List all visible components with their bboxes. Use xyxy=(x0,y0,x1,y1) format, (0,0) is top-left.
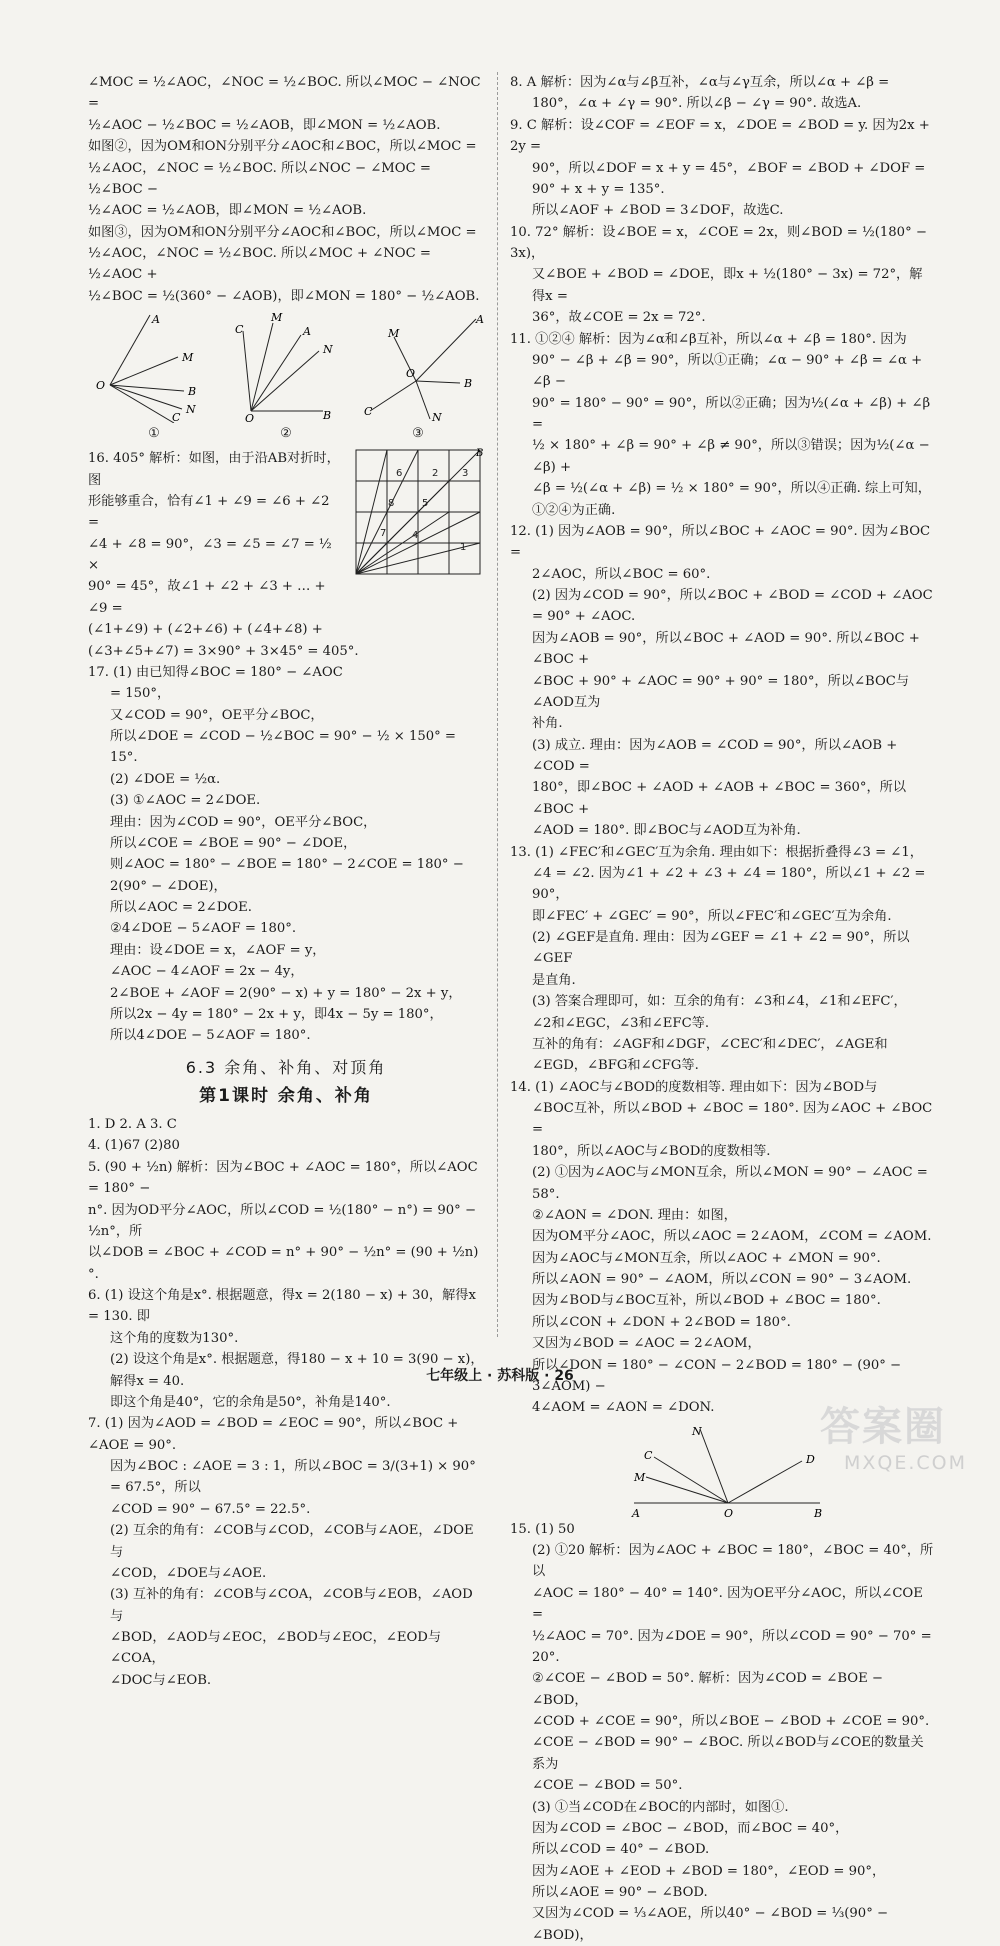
text-line: (2) ∠GEF是直角. 理由：因为∠GEF = ∠1 + ∠2 = 90°，所以∠GEF xyxy=(532,930,910,967)
text-line: 5. (90 + ½n) 解析：因为∠BOC + ∠AOC = 180°，所以∠AOC = 180° − xyxy=(88,1159,478,1197)
text-line: 即这个角是40°，它的余角是50°，补角是140°. xyxy=(110,1394,391,1410)
text-line: (2) ∠DOE = ½α. xyxy=(110,771,221,787)
text-line: ②∠COE − ∠BOD = 50°. 解析：因为∠COD = ∠BOE − ∠BOD， xyxy=(532,1671,883,1708)
text-line: 7. (1) 因为∠AOD = ∠BOD = ∠EOC = 90°，所以∠BOC + ∠AOE = 90°. xyxy=(88,1416,459,1453)
text-line: 所以2x − 4y = 180° − 2x + y，即4x − 5y = 180°， xyxy=(110,1006,443,1022)
text-line: (2) 互余的角有：∠COB与∠COD，∠COB与∠AOE，∠DOE与 xyxy=(110,1523,474,1560)
text-line: 11. ①②④ 解析：因为∠α和∠β互补，所以∠α + ∠β = 180°. 因为 xyxy=(510,331,907,347)
text-line: n°. 因为OD平分∠AOC，所以∠COD = ½(180° − n°) = 90° − ½n°，所 xyxy=(88,1202,477,1239)
figure-1 xyxy=(88,311,208,423)
text-line: 是直角. xyxy=(532,972,576,988)
text-line: 理由：设∠DOE = x，∠AOF = y， xyxy=(110,942,326,958)
text-line: 又∠BOE + ∠BOD = ∠DOE，即x + ½(180° − 3x) = 72°，解得x = xyxy=(532,267,923,304)
text-line: 14. (1) ∠AOC与∠BOD的度数相等. 理由如下：因为∠BOD与 xyxy=(510,1079,878,1095)
text-line: ∠EGD，∠BFG和∠CFG等. xyxy=(532,1058,699,1074)
left-intro-lines xyxy=(88,72,484,307)
text-line: ∠COD，∠DOE与∠AOE. xyxy=(110,1565,267,1581)
svg-text:B: B xyxy=(188,385,197,399)
text-line: 36°，故∠COE = 2x = 72°. xyxy=(532,310,706,326)
watermark-main: 答案圈 xyxy=(820,1404,946,1450)
question-16 xyxy=(88,448,484,662)
figure-caption: ③ xyxy=(412,426,424,442)
text-line: 90° = 180° − 90° = 90°，所以②正确；因为½(∠α + ∠β) + ∠β = xyxy=(532,395,931,432)
text-line: 所以∠DOE = ∠COD − ½∠BOC = 90° − ½ × 150° = 15°. xyxy=(110,729,456,766)
text-line: 12. (1) 因为∠AOB = 90°，所以∠BOC + ∠AOC = 90°. 因为∠BOC = xyxy=(510,523,931,561)
text-line: 2∠AOC，所以∠BOC = 60°. xyxy=(532,566,711,582)
text-line: ½∠BOC = ½(360° − ∠AOB)，即∠MON = 180° − ½∠AOB. xyxy=(88,288,480,304)
figure-caption: ② xyxy=(280,426,292,442)
text-line: 4. (1)67 (2)80 xyxy=(88,1138,180,1154)
text-line: 因为∠BOD与∠BOC互补，所以∠BOD + ∠BOC = 180°. xyxy=(532,1293,881,1309)
svg-text:8: 8 xyxy=(388,498,395,510)
right-answer-lines xyxy=(510,72,934,1419)
text-line: 互补的角有：∠AGF和∠DGF，∠CEC′和∠DEC′，∠AGE和 xyxy=(532,1036,888,1052)
figure-3 xyxy=(364,311,484,423)
svg-text:B: B xyxy=(814,1506,823,1517)
question-17 xyxy=(88,662,484,1047)
text-line: 因为∠AOC与∠MON互余，所以∠AOC + ∠MON = 90°. xyxy=(532,1250,881,1266)
svg-text:A: A xyxy=(476,313,484,327)
text-line: 180°，即∠BOC + ∠AOD + ∠AOB + ∠BOC = 360°，所以∠BOC + xyxy=(532,780,907,817)
text-line: 15. (1) 50 xyxy=(510,1521,575,1537)
svg-text:2: 2 xyxy=(432,468,439,480)
svg-text:M: M xyxy=(182,351,194,365)
text-line: ①②④为正确. xyxy=(532,502,616,518)
text-line: 2∠BOE + ∠AOF = 2(90° − x) + y = 180° − 2x + y， xyxy=(110,985,462,1001)
svg-text:C: C xyxy=(364,405,373,419)
text-line: ②4∠DOE − 5∠AOF = 180°. xyxy=(110,921,297,937)
text-line: ∠4 + ∠8 = 90°，∠3 = ∠5 = ∠7 = ½ × xyxy=(88,536,332,574)
text-line: 所以∠CON + ∠DON + 2∠BOD = 180°. xyxy=(532,1314,791,1330)
text-line: 又∠COD = 90°，OE平分∠BOC， xyxy=(110,707,324,723)
text-line: 10. 72° 解析：设∠BOE = x，∠COE = 2x，则∠BOD = ½(180° − 3x)， xyxy=(510,224,927,261)
text-line: 如图③，因为OM和ON分别平分∠AOC和∠BOC，所以∠MOC = xyxy=(88,224,477,240)
svg-text:C: C xyxy=(644,1448,653,1462)
svg-text:O: O xyxy=(406,367,416,381)
svg-text:A: A xyxy=(152,313,160,327)
text-line: ∠MOC = ½∠AOC，∠NOC = ½∠BOC. 所以∠MOC − ∠NOC = xyxy=(88,75,481,112)
lesson-answers xyxy=(88,1114,484,1691)
text-line: 因为∠AOE + ∠EOD + ∠BOD = 180°，∠EOD = 90°， xyxy=(532,1863,886,1879)
text-line: 如图②，因为OM和ON分别平分∠AOC和∠BOC，所以∠MOC = xyxy=(88,139,477,155)
text-line: 9. C 解析：设∠COF = ∠EOF = x，∠DOE = ∠BOD = y. 因为2x + 2y = xyxy=(510,117,930,155)
text-line: 即∠FEC′ + ∠GEC′ = 90°，所以∠FEC′和∠GEC′互为余角. xyxy=(532,908,892,924)
text-line: 6. (1) 设这个角是x°. 根据题意，得x = 2(180 − x) + 30，解得x = 130. 即 xyxy=(88,1288,476,1325)
text-line: (2) ①因为∠AOC与∠MON互余，所以∠MON = 90° − ∠AOC = 58°. xyxy=(532,1165,928,1202)
text-line: 所以∠AOF + ∠BOD = 3∠DOF，故选C. xyxy=(532,203,784,219)
column-divider xyxy=(497,72,498,1337)
text-line: ½∠AOC，∠NOC = ½∠BOC. 所以∠NOC − ∠MOC = ½∠BOC − xyxy=(88,160,431,197)
svg-text:4: 4 xyxy=(412,530,419,542)
text-line: 所以∠COE = ∠BOE = 90° − ∠DOE， xyxy=(110,835,357,851)
text-line: ∠AOC − 4∠AOF = 2x − 4y， xyxy=(110,964,304,980)
svg-text:N: N xyxy=(432,411,442,424)
text-line: 所以∠AON = 90° − ∠AOM，所以∠CON = 90° − 3∠AOM. xyxy=(532,1272,912,1287)
text-line: (∠3+∠5+∠7) = 3×90° + 3×45° = 405°. xyxy=(88,643,359,659)
text-line: 所以4∠DOE − 5∠AOF = 180°. xyxy=(110,1028,311,1044)
figure-caption: ① xyxy=(148,426,160,442)
text-line: 180°，所以∠AOC与∠BOD的度数相等. xyxy=(532,1143,771,1159)
watermark-logo xyxy=(820,1395,967,1474)
svg-text:A: A xyxy=(632,1506,640,1517)
folding-grid-figure xyxy=(352,446,484,578)
right-column xyxy=(510,72,934,1946)
text-line: 理由：因为∠COD = 90°，OE平分∠BOC， xyxy=(110,814,377,830)
question-15 xyxy=(510,1519,934,1946)
svg-text:M: M xyxy=(634,1470,646,1484)
page-footer: 七年级上 · 苏科版 · 26 xyxy=(426,1368,574,1384)
text-line: ∠BOC + 90° + ∠AOC = 90° + 90° = 180°，所以∠BOC与∠AOD互为 xyxy=(532,673,910,710)
section-title: 6.3 余角、补角、对顶角 xyxy=(185,1057,387,1077)
text-line: (3) ①当∠COD在∠BOC的内部时，如图①. xyxy=(532,1799,789,1815)
text-line: ∠β = ½(∠α + ∠β) = ½ × 180° = 90°，所以④正确. 综上可知， xyxy=(532,481,931,497)
svg-text:7: 7 xyxy=(380,528,387,540)
svg-text:6: 6 xyxy=(396,468,403,480)
text-line: 8. A 解析：因为∠α与∠β互补，∠α与∠γ互余，所以∠α + ∠β = xyxy=(510,75,890,90)
text-line: ½ × 180° + ∠β = 90° + ∠β ≠ 90°，所以③错误；因为½(∠α − ∠β) + xyxy=(532,438,930,475)
text-line: 因为∠AOB = 90°，所以∠BOC + ∠AOD = 90°. 所以∠BOC + ∠BOC + xyxy=(532,630,920,668)
lesson-title: 第1课时 余角、补角 xyxy=(199,1085,373,1106)
svg-text:A: A xyxy=(303,325,311,339)
text-line: 形能够重合，恰有∠1 + ∠9 = ∠6 + ∠2 = xyxy=(88,493,330,531)
text-line: 又因为∠COD = ⅓∠AOE，所以40° − ∠BOD = ⅓(90° − ∠BOD)， xyxy=(532,1906,889,1943)
svg-text:5: 5 xyxy=(422,498,429,510)
text-line: ½∠AOC，∠NOC = ½∠BOC. 所以∠MOC + ∠NOC = ½∠AOC + xyxy=(88,246,431,283)
text-line: 1. D 2. A 3. C xyxy=(88,1117,177,1133)
text-line: ½∠AOC = ½∠AOB，即∠MON = ½∠AOB. xyxy=(88,203,367,219)
text-line: 补角. xyxy=(532,716,563,732)
text-line: 180°，∠α + ∠γ = 90°. 所以∠β − ∠γ = 90°. 故选A. xyxy=(532,96,862,112)
svg-text:D: D xyxy=(806,1452,815,1466)
text-line: 以∠DOB = ∠BOC + ∠COD = n° + 90° − ½n° = (90 + ½n)°. xyxy=(88,1245,479,1282)
text-line: 这个角的度数为130°. xyxy=(110,1330,239,1346)
text-line: 所以∠DON = 180° − ∠CON − 2∠BOD = 180° − (90° − 3∠AOM) − xyxy=(532,1357,902,1394)
text-line: ∠DOC与∠EOB. xyxy=(110,1672,212,1688)
text-line: 所以∠AOE = 90° − ∠BOD. xyxy=(532,1885,708,1900)
text-line: 因为OM平分∠AOC，所以∠AOC = 2∠AOM，∠COM = ∠AOM. xyxy=(532,1229,932,1245)
text-line: ∠COD = 90° − 67.5° = 22.5°. xyxy=(110,1501,311,1517)
svg-text:3: 3 xyxy=(462,468,469,480)
text-line: ∠2和∠EGC，∠3和∠EFC等. xyxy=(532,1015,710,1031)
text-line: 4∠AOM = ∠AON = ∠DON. xyxy=(532,1400,715,1416)
text-line: 13. (1) ∠FEC′和∠GEC′互为余角. 理由如下：根据折叠得∠3 = ∠1， xyxy=(510,844,923,860)
text-line: (2) 因为∠COD = 90°，所以∠BOC + ∠BOD = ∠COD + ∠AOC = 90° + ∠AOC. xyxy=(532,588,933,625)
svg-text:M: M xyxy=(271,311,283,325)
text-line: (2) 设这个角是x°. 根据题意，得180 − x + 10 = 3(90 − x)，解得x = 40. xyxy=(110,1352,484,1389)
svg-text:O: O xyxy=(245,412,255,424)
text-line: ∠AOD = 180°. 即∠BOC与∠AOD互为补角. xyxy=(532,823,801,839)
text-line: (3) 互补的角有：∠COB与∠COA，∠COB与∠EOB，∠AOD与 xyxy=(110,1587,473,1624)
text-line: ½∠AOC = 70°. 因为∠DOE = 90°，所以∠COD = 90° − 70° = 20°. xyxy=(532,1628,932,1665)
text-line: 17. (1) 由已知得∠BOC = 180° − ∠AOC xyxy=(88,664,343,680)
text-line: 因为∠BOC : ∠AOE = 3 : 1，所以∠BOC = 3/(3+1) × 90° = 67.5°，所以 xyxy=(110,1459,476,1496)
text-line: 所以∠AOC = 2∠DOE. xyxy=(110,900,252,916)
text-line: = 150°， xyxy=(110,686,171,702)
text-line: 则∠AOC = 180° − ∠BOE = 180° − 2∠COE = 180° − 2(90° − ∠DOE)， xyxy=(110,857,464,894)
text-line: ∠COE − ∠BOD = 50°. xyxy=(532,1778,683,1794)
text-line: ∠BOD，∠AOD与∠EOC，∠BOD与∠EOC，∠EOD与∠COA， xyxy=(110,1630,442,1667)
text-line: 90° = 45°，故∠1 + ∠2 + ∠3 + … + ∠9 = xyxy=(88,579,326,616)
figure-2 xyxy=(231,311,341,423)
svg-text:N: N xyxy=(692,1424,702,1438)
svg-text:B: B xyxy=(464,377,473,391)
text-line: (2) ①20 解析：因为∠AOC + ∠BOC = 180°，∠BOC = 40°，所以 xyxy=(532,1543,934,1580)
text-line: (∠1+∠9) + (∠2+∠6) + (∠4+∠8) + xyxy=(88,622,323,638)
text-line: (3) 答案合理即可，如：互余的角有：∠3和∠4，∠1和∠EFC′， xyxy=(532,994,907,1010)
svg-text:M: M xyxy=(388,327,400,341)
svg-text:B: B xyxy=(476,448,484,460)
watermark-sub: MXQE.COM xyxy=(844,1452,968,1474)
text-line: 又因为∠BOD = ∠AOC = 2∠AOM， xyxy=(532,1336,761,1352)
text-line: (3) ①∠AOC = 2∠DOE. xyxy=(110,793,261,809)
text-line: ½∠AOC − ½∠BOC = ½∠AOB，即∠MON = ½∠AOB. xyxy=(88,117,441,133)
text-line: 16. 405° 解析：如图，由于沿AB对折时，图 xyxy=(88,451,340,488)
svg-text:C: C xyxy=(172,411,181,424)
text-line: 因为∠COD = ∠BOC − ∠BOD，而∠BOC = 40°， xyxy=(532,1820,849,1836)
svg-text:B: B xyxy=(323,409,332,423)
angle-figures xyxy=(88,311,484,423)
figure-captions xyxy=(88,423,484,444)
svg-text:O: O xyxy=(96,379,106,393)
text-line: ∠COE − ∠BOD = 90° − ∠BOC. 所以∠BOD与∠COE的数量关系为 xyxy=(532,1735,924,1772)
text-line: ②∠AON = ∠DON. 理由：如图， xyxy=(532,1207,737,1223)
svg-text:1: 1 xyxy=(460,542,467,554)
text-line: 90° − ∠β + ∠β = 90°，所以①正确；∠α − 90° + ∠β = ∠α + ∠β − xyxy=(532,352,923,390)
left-column xyxy=(88,72,484,1691)
svg-text:N: N xyxy=(186,403,196,417)
svg-text:N: N xyxy=(323,343,333,357)
text-line: 所以∠COD = 40° − ∠BOD. xyxy=(532,1842,710,1858)
text-line: (3) 成立. 理由：因为∠AOB = ∠COD = 90°，所以∠AOB + ∠COD = xyxy=(532,737,898,774)
text-line: ∠4 = ∠2. 因为∠1 + ∠2 + ∠3 + ∠4 = 180°，所以∠1 + ∠2 = 90°， xyxy=(532,865,926,903)
text-line: ∠AOC = 180° − 40° = 140°. 因为OE平分∠AOC，所以∠COE = xyxy=(532,1585,923,1623)
text-line: ∠BOC互补，所以∠BOD + ∠BOC = 180°. 因为∠AOC + ∠BOC = xyxy=(532,1101,933,1138)
text-line: ∠COD + ∠COE = 90°，所以∠BOE − ∠BOD + ∠COE = 90°. xyxy=(532,1714,930,1729)
svg-text:C: C xyxy=(235,323,244,337)
text-line: 90°，所以∠DOF = x + y = 45°，∠BOF = ∠BOD + ∠DOF = 90° + x + y = 135°. xyxy=(532,160,926,197)
svg-text:O: O xyxy=(724,1506,734,1517)
